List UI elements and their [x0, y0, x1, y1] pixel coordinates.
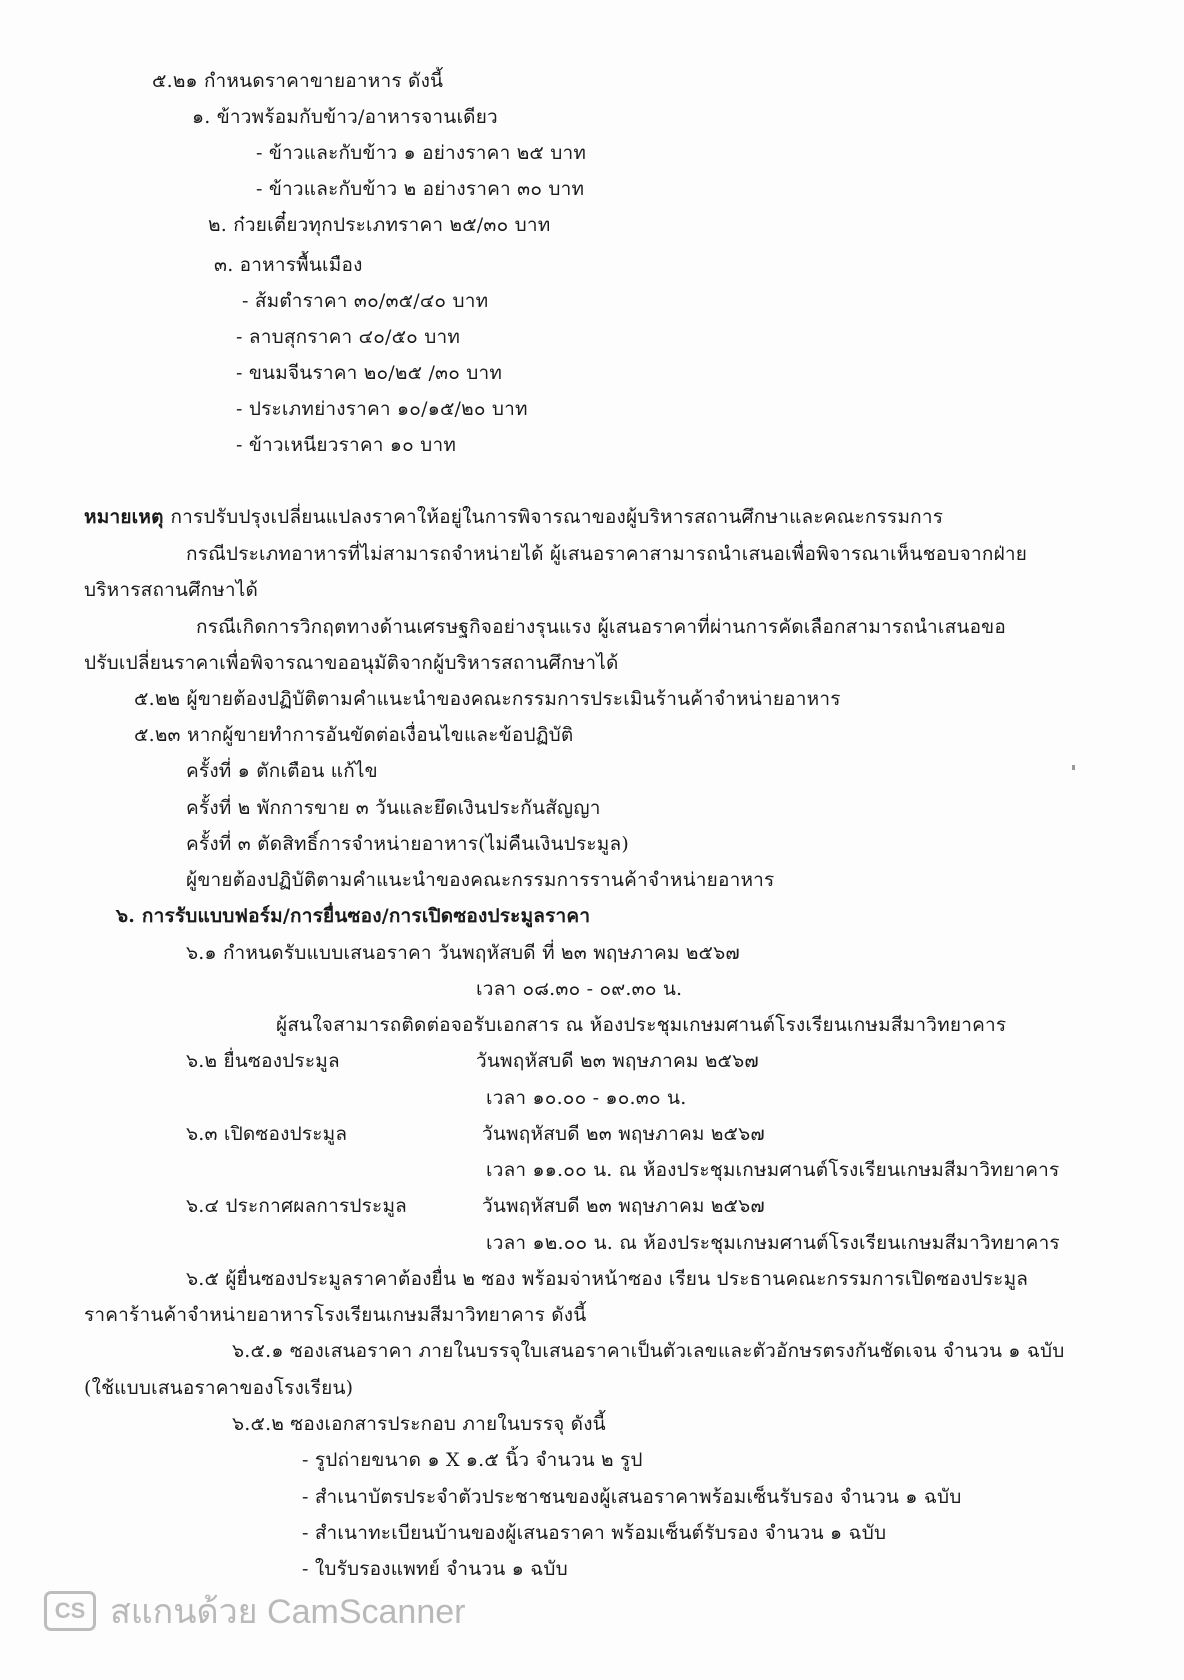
text-line: เวลา ๑๐.๐๐ - ๑๐.๓๐ น.	[486, 1087, 687, 1109]
text-line: ๓. อาหารพื้นเมือง	[214, 254, 363, 276]
text-line: ราคาร้านค้าจำหน่ายอาหารโรงเรียนเกษมสีมาวิทยาคาร ดังนี้	[84, 1304, 587, 1326]
text-line: ๖.๕.๒ ซองเอกสารประกอบ ภายในบรรจุ ดังนี้	[232, 1413, 606, 1435]
text-line: กรณีประเภทอาหารที่ไม่สามารถจำหน่ายได้ ผู้เสนอราคาสามารถนำเสนอเพื่อพิจารณาเห็นชอบจากฝ่าย	[186, 543, 1028, 565]
text-line: - ใบรับรองแพทย์ จำนวน ๑ ฉบับ	[302, 1558, 568, 1580]
text-line: ๖.๕ ผู้ยื่นซองประมูลราคาต้องยื่น ๒ ซอง พร้อมจ่าหน้าซอง เรียน ประธานคณะกรรมการเปิดซองประมูล	[186, 1268, 1029, 1290]
text-line: - ข้าวเหนียวราคา ๑๐ บาท	[236, 434, 457, 456]
text-line: - ข้าวและกับข้าว ๑ อย่างราคา ๒๕ บาท	[256, 142, 587, 164]
camscanner-watermark-text: สแกนด้วย CamScanner	[110, 1593, 466, 1631]
text-line: ครั้งที่ ๓ ตัดสิทธิ์การจำหน่ายอาหาร(ไม่คืนเงินประมูล)	[186, 833, 629, 855]
text-line: - ข้าวและกับข้าว ๒ อย่างราคา ๓๐ บาท	[256, 178, 585, 200]
text-line: ๖.๕.๑ ซองเสนอราคา ภายในบรรจุใบเสนอราคาเป็นตัวเลขและตัวอักษรตรงกันชัดเจน จำนวน ๑ ฉบับ	[232, 1340, 1065, 1362]
text-line: - ประเภทย่างราคา ๑๐/๑๕/๒๐ บาท	[236, 398, 528, 420]
text-line: ๖.๑ กำหนดรับแบบเสนอราคา วันพฤหัสบดี ที่ ๒๓ พฤษภาคม ๒๕๖๗	[186, 942, 740, 964]
text-line: ๑. ข้าวพร้อมกับข้าว/อาหารจานเดียว	[192, 106, 498, 128]
note-label: หมายเหตุ	[84, 506, 171, 528]
text-line: เวลา ๐๘.๓๐ - ๐๙.๓๐ น.	[476, 978, 683, 1000]
text-line: ผู้ขายต้องปฏิบัติตามคำแนะนำของคณะกรรมการรานค้าจำหน่ายอาหาร	[186, 869, 775, 891]
text-line: - สำเนาบัตรประจำตัวประชาชนของผู้เสนอราคาพร้อมเซ็นรับรอง จำนวน ๑ ฉบับ	[302, 1486, 962, 1508]
text-line: - รูปถ่ายขนาด ๑ X ๑.๕ นิ้ว จำนวน ๒ รูป	[302, 1449, 643, 1471]
text-line: ๖.๓ เปิดซองประมูล	[186, 1123, 348, 1145]
text-line: ๕.๒๑ กำหนดราคาขายอาหาร ดังนี้	[152, 70, 444, 92]
text-line: ผู้สนใจสามารถติดต่อจอรับเอกสาร ณ ห้องประชุมเกษมศานต์โรงเรียนเกษมสีมาวิทยาคาร	[276, 1014, 1007, 1036]
text-line: ๒. ก๋วยเตี๋ยวทุกประเภทราคา ๒๕/๓๐ บาท	[208, 214, 551, 236]
text-line: กรณีเกิดการวิกฤตทางด้านเศรษฐกิจอย่างรุนแรง ผู้เสนอราคาที่ผ่านการคัดเลือกสามารถนำเสนอขอ	[196, 616, 1006, 638]
camscanner-watermark	[44, 1584, 465, 1638]
text-line: (ใช้แบบเสนอราคาของโรงเรียน)	[84, 1377, 354, 1399]
text-line: เวลา ๑๒.๐๐ น. ณ ห้องประชุมเกษมศานต์โรงเรียนเกษมสีมาวิทยาคาร	[486, 1232, 1060, 1254]
text-line: - ส้มตำราคา ๓๐/๓๕/๔๐ บาท	[242, 290, 489, 312]
text-line: ๖.๔ ประกาศผลการประมูล	[186, 1195, 408, 1217]
text-line: ครั้งที่ ๑ ตักเตือน แก้ไข	[186, 760, 378, 782]
scan-speck	[1072, 765, 1075, 770]
text-line: วันพฤหัสบดี ๒๓ พฤษภาคม ๒๕๖๗	[476, 1050, 759, 1072]
text-line: ๕.๒๓ หากผู้ขายทำการอันขัดต่อเงื่อนไขและข้อปฏิบัติ	[134, 724, 574, 746]
text-line: ๖. การรับแบบฟอร์ม/การยื่นซอง/การเปิดซองประมูลราคา	[116, 905, 591, 927]
text-line: ปรับเปลี่ยนราคาเพื่อพิจารณาขออนุมัติจากผู้บริหารสถานศึกษาได้	[84, 652, 619, 674]
text-line: - ลาบสุกราคา ๔๐/๕๐ บาท	[236, 326, 461, 348]
text-line: ครั้งที่ ๒ พักการขาย ๓ วันและยึดเงินประกันสัญญา	[186, 797, 601, 819]
text-line: วันพฤหัสบดี ๒๓ พฤษภาคม ๒๕๖๗	[482, 1195, 765, 1217]
text-line: วันพฤหัสบดี ๒๓ พฤษภาคม ๒๕๖๗	[482, 1123, 765, 1145]
text-line	[84, 504, 943, 530]
text-line: บริหารสถานศึกษาได้	[84, 579, 259, 601]
text-line: ๕.๒๒ ผู้ขายต้องปฏิบัติตามคำแนะนำของคณะกรรมการประเมินร้านค้าจำหน่ายอาหาร	[134, 688, 841, 710]
text-line: ๖.๒ ยื่นซองประมูล	[186, 1050, 340, 1072]
camscanner-logo-icon: CS	[44, 1591, 96, 1631]
text-line: เวลา ๑๑.๐๐ น. ณ ห้องประชุมเกษมศานต์โรงเรียนเกษมสีมาวิทยาคาร	[486, 1159, 1060, 1181]
text-line: - สำเนาทะเบียนบ้านของผู้เสนอราคา พร้อมเซ็นต์รับรอง จำนวน ๑ ฉบับ	[302, 1522, 887, 1544]
text-line: - ขนมจีนราคา ๒๐/๒๕ /๓๐ บาท	[236, 362, 503, 384]
note-text: การปรับปรุงเปลี่ยนแปลงราคาให้อยู่ในการพิจารณาของผู้บริหารสถานศึกษาและคณะกรรมการ	[170, 506, 944, 528]
